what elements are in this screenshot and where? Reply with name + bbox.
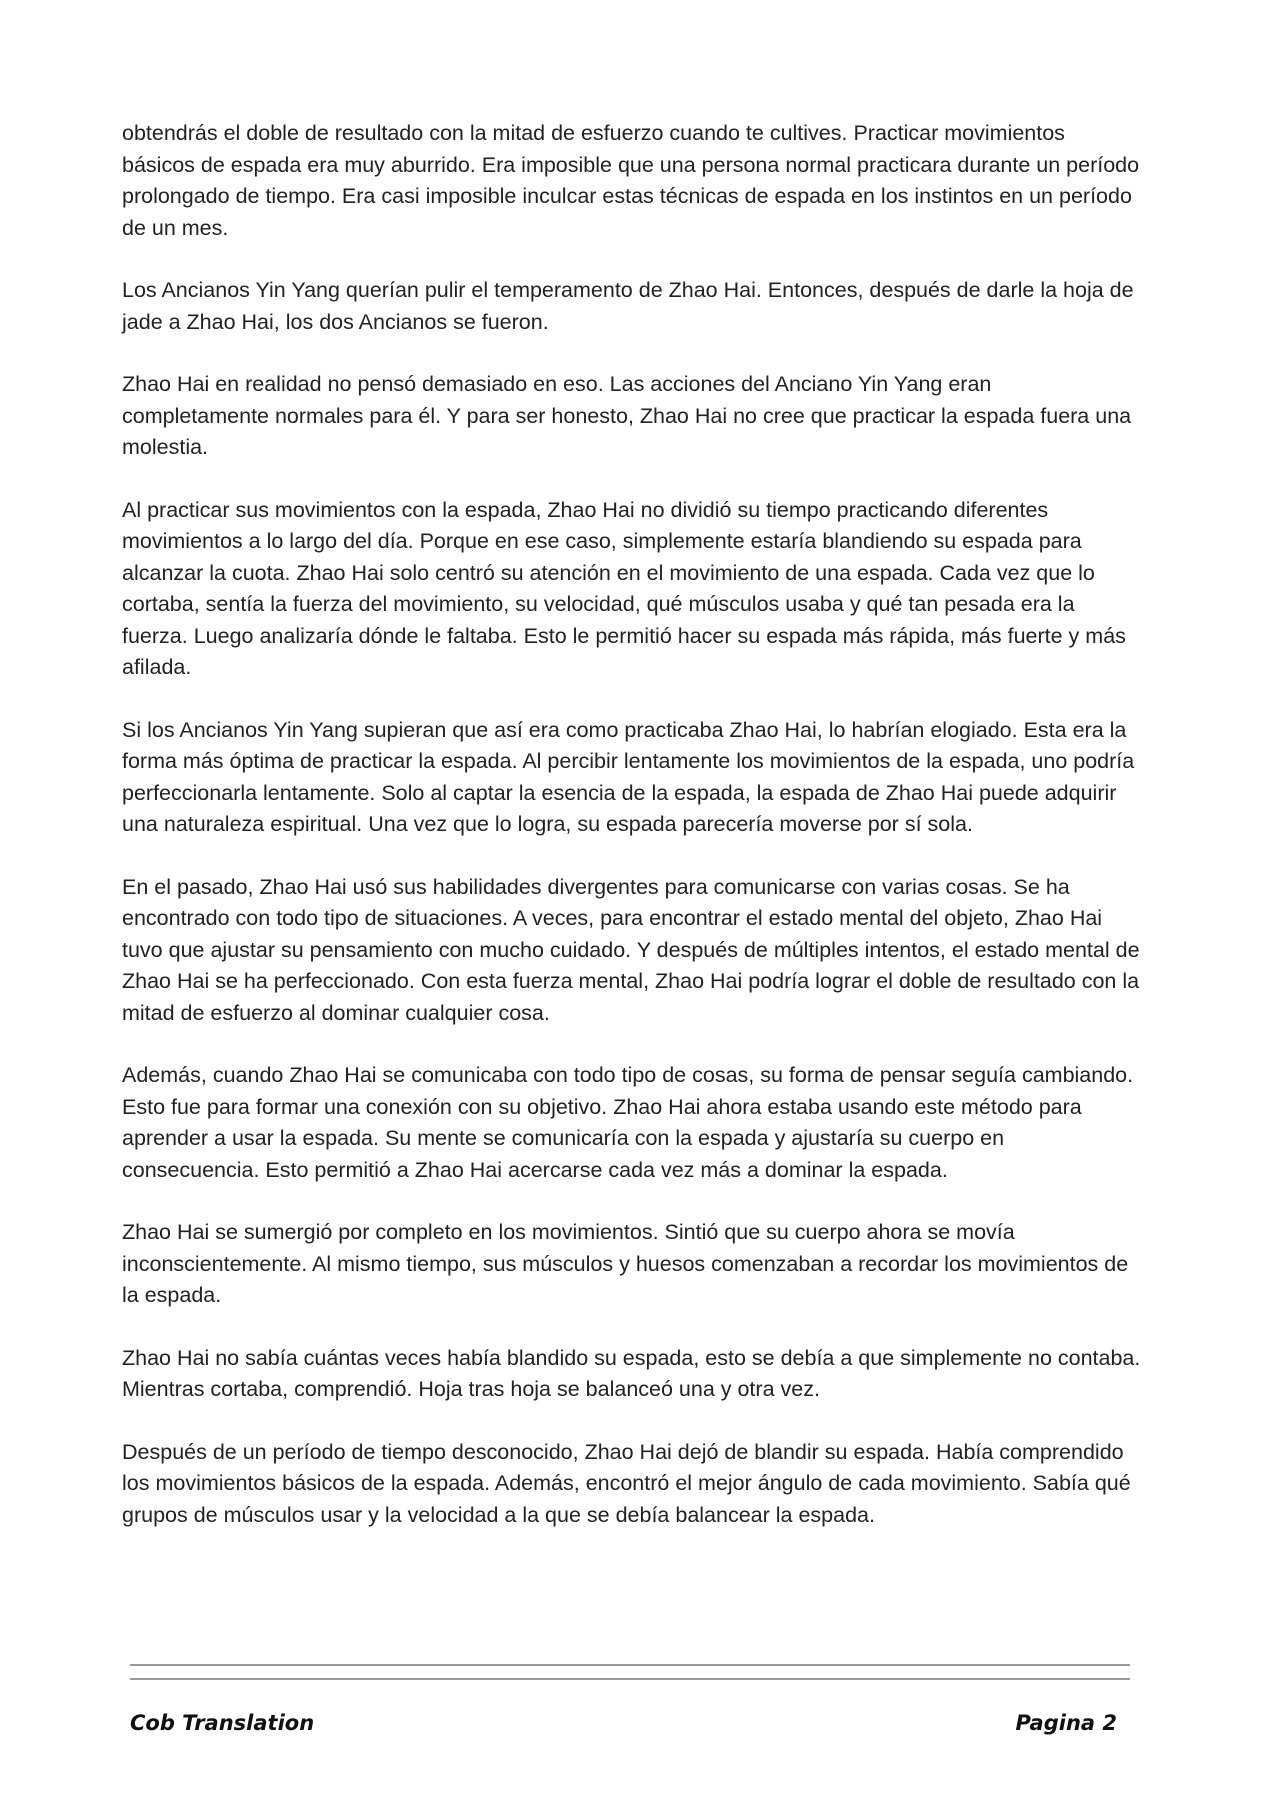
paragraph: Además, cuando Zhao Hai se comunicaba con todo tipo de cosas, su forma de pensar seguía cambiando. Esto fue para formar una conexión con su objetivo. Zhao Hai ahora estaba usando este método para aprender a usar la espada. Su mente se comunicaría con la espada y ajustaría su cuerpo en consecuencia. Esto permitió a Zhao Hai acercarse cada vez más a dominar la espada. <box>122 1063 1134 1182</box>
paragraph: Después de un período de tiempo desconocido, Zhao Hai dejó de blandir su espada. Había comprendido los movimientos básicos de la espada. Además, encontró el mejor ángulo de cada movimiento. Sabía qué grupos de músculos usar y la velocidad a la que se debía balancear la espada. <box>122 1439 1131 1527</box>
footer-divider-top <box>130 1664 1130 1666</box>
paragraph: obtendrás el doble de resultado con la mitad de esfuerzo cuando te cultives. Practicar movimientos básicos de espada era muy aburrido. Era imposible que una persona normal practicara durante un período prolongado de tiempo. Era casi imposible inculcar estas técnicas de espada en los instintos en un período de un mes. <box>122 121 1140 240</box>
paragraph: Si los Ancianos Yin Yang supieran que así era como practicaba Zhao Hai, lo habrían elogiado. Esta era la forma más óptima de practicar la espada. Al percibir lentamente los movimientos de la espada, uno podría perfeccionarla lentamente. Solo al captar la esencia de la espada, la espada de Zhao Hai puede adquirir una naturaleza espiritual. Una vez que lo logra, su espada parecería moverse por sí sola. <box>122 717 1135 836</box>
footer-translator-name: Cob Translation <box>130 1711 315 1735</box>
paragraph: Los Ancianos Yin Yang querían pulir el temperamento de Zhao Hai. Entonces, después de darle la hoja de jade a Zhao Hai, los dos Ancianos se fueron. <box>122 278 1134 334</box>
page-body <box>122 118 1142 1562</box>
paragraph: Zhao Hai no sabía cuántas veces había blandido su espada, esto se debía a que simplemente no contaba. Mientras cortaba, comprendió. Hoja tras hoja se balanceó una y otra vez. <box>122 1345 1141 1401</box>
footer-divider-bottom <box>130 1678 1130 1680</box>
paragraph: En el pasado, Zhao Hai usó sus habilidades divergentes para comunicarse con varias cosas. Se ha encontrado con todo tipo de situaciones. A veces, para encontrar el estado mental del objeto, Zhao Hai tuvo que ajustar su pensamiento con mucho cuidado. Y después de múltiples intentos, el estado mental de Zhao Hai se ha perfeccionado. Con esta fuerza mental, Zhao Hai podría lograr el doble de resultado con la mitad de esfuerzo al dominar cualquier cosa. <box>122 874 1140 1025</box>
paragraph: Zhao Hai en realidad no pensó demasiado en eso. Las acciones del Anciano Yin Yang eran completamente normales para él. Y para ser honesto, Zhao Hai no cree que practicar la espada fuera una molestia. <box>122 372 1132 459</box>
paragraph: Al practicar sus movimientos con la espada, Zhao Hai no dividió su tiempo practicando diferentes movimientos a lo largo del día. Porque en ese caso, simplemente estaría blandiendo su espada para alcanzar la cuota. Zhao Hai solo centró su atención en el movimiento de una espada. Cada vez que lo cortaba, sentía la fuerza del movimiento, su velocidad, qué músculos usaba y qué tan pesada era la fuerza. Luego analizaría dónde le faltaba. Esto le permitió hacer su espada más rápida, más fuerte y más afilada. <box>122 497 1126 679</box>
paragraph: Zhao Hai se sumergió por completo en los movimientos. Sintió que su cuerpo ahora se movía inconscientemente. Al mismo tiempo, sus músculos y huesos comenzaban a recordar los movimientos de la espada. <box>122 1220 1129 1307</box>
footer-page-number: Pagina 2 <box>1015 1711 1117 1735</box>
